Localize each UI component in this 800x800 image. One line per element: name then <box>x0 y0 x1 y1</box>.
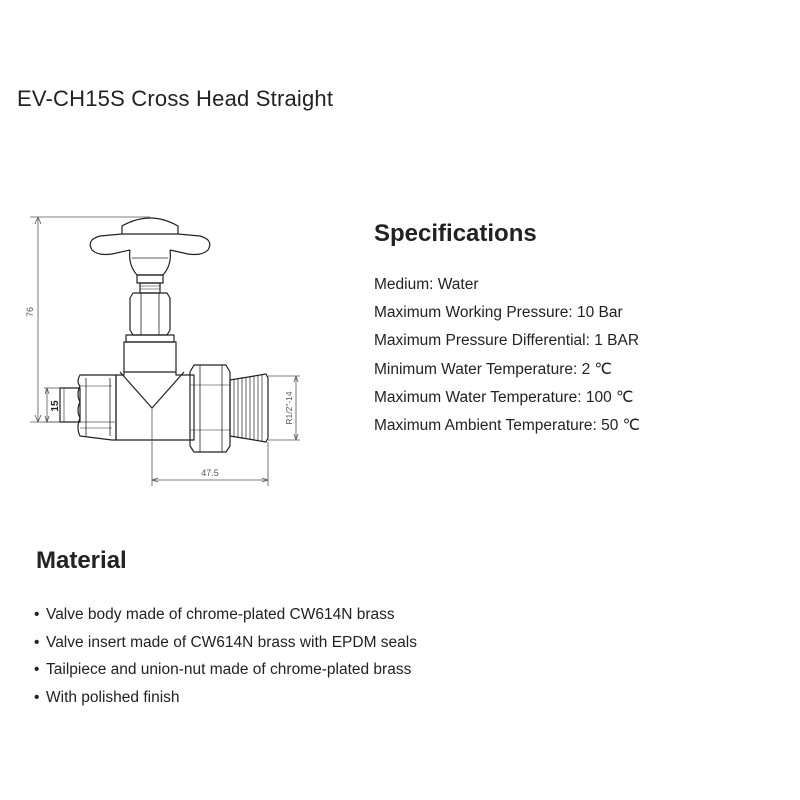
cross-head-handle <box>90 218 210 275</box>
bullet-icon: • <box>34 688 40 706</box>
bullet-icon: • <box>34 633 40 651</box>
tail-hex <box>190 365 230 452</box>
length-dimension <box>152 440 268 486</box>
material-item-text: With polished finish <box>46 688 180 706</box>
height-dimension-label: 76 <box>25 306 35 318</box>
union-nut <box>60 375 116 440</box>
bullet-icon: • <box>34 661 40 679</box>
male-thread <box>230 374 268 442</box>
specifications-list <box>374 273 640 442</box>
material-heading: Material <box>36 547 127 574</box>
spec-item: Maximum Ambient Temperature: 50 ℃ <box>374 416 641 434</box>
spec-item: Maximum Water Temperature: 100 ℃ <box>374 388 634 406</box>
specifications-heading: Specifications <box>374 220 537 247</box>
material-item-text: Valve insert made of CW614N brass with EPDM seals <box>46 633 417 651</box>
material-item-text: Tailpiece and union-nut made of chrome-plated brass <box>46 661 412 679</box>
spec-item: Maximum Working Pressure: 10 Bar <box>374 304 623 322</box>
spec-item: Medium: Water <box>374 276 479 293</box>
page-title: EV-CH15S Cross Head Straight <box>17 86 334 111</box>
material-item <box>34 632 417 660</box>
material-item <box>34 687 417 715</box>
thread-dimension-label: R1/2"-14 <box>284 391 294 425</box>
material-item <box>34 659 417 687</box>
valve-technical-drawing <box>0 200 330 500</box>
material-item <box>34 604 417 632</box>
length-dimension-label: 47.5 <box>201 468 219 478</box>
valve-body <box>116 372 194 440</box>
pipe-dimension-label: 15 <box>50 400 61 412</box>
spec-item: Minimum Water Temperature: 2 ℃ <box>374 360 612 378</box>
material-item-text: Valve body made of chrome-plated CW614N brass <box>46 606 395 623</box>
material-list <box>34 604 417 714</box>
valve-stem <box>124 275 176 372</box>
bullet-icon: • <box>34 606 40 623</box>
spec-item: Maximum Pressure Differential: 1 BAR <box>374 332 640 350</box>
